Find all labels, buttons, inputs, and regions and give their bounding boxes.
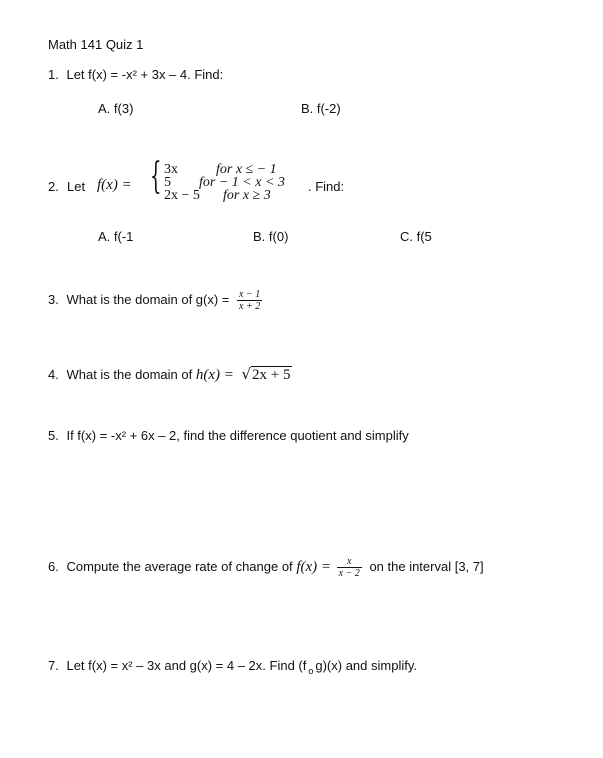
sqrt-radicand: 2x + 5 [252, 367, 291, 383]
composition-symbol: o [308, 665, 314, 676]
fraction-denominator: x + 2 [239, 301, 261, 312]
q2-part-c: C. f(5 [400, 229, 432, 244]
sqrt-symbol: √ [241, 365, 252, 383]
function-name: h(x) = [195, 367, 234, 383]
fraction-numerator: x [337, 556, 362, 568]
function-name: f(x) = [296, 558, 331, 575]
question-1 [48, 67, 223, 82]
domain-fraction [237, 289, 262, 312]
question-7 [48, 658, 417, 676]
question-3 [48, 289, 262, 312]
q2-part-b: B. f(0) [253, 229, 289, 244]
question-6 [48, 556, 484, 579]
q2-number: 2. [48, 179, 59, 194]
question-number: 4. [48, 367, 59, 382]
q2-function-name: f(x) = [97, 177, 132, 193]
question-number: 5. [48, 428, 59, 443]
case-expr: 5 [164, 175, 171, 190]
case-expr: 3x [164, 162, 178, 177]
question-text: If f(x) = -x² + 6x – 2, find the difference quotient and simplify [66, 428, 409, 443]
case-condition: for x ≤ − 1 [216, 162, 277, 177]
q1-part-b: B. f(-2) [301, 101, 341, 116]
fraction-numerator: x − 1 [239, 289, 261, 300]
question-text-end: g)(x) and simplify. [315, 658, 417, 673]
question-number: 3. [48, 291, 59, 307]
question-text: Let f(x) = -x² + 3x – 4. Find: [66, 67, 224, 82]
question-text: What is the domain of [66, 367, 193, 382]
q2-brace: { [150, 156, 162, 197]
question-text: What is the domain of g(x) = [66, 291, 230, 307]
q2-tail: . Find: [308, 179, 345, 194]
case-expr: 2x − 5 [164, 188, 200, 203]
case-condition: for − 1 < x < 3 [199, 175, 285, 190]
q2-part-a: A. f(-1 [98, 229, 134, 244]
question-number: 1. [48, 67, 59, 82]
question-4 [48, 365, 292, 384]
q1-part-a: A. f(3) [98, 101, 134, 116]
question-number: 6. [48, 558, 59, 574]
question-5 [48, 428, 409, 443]
q2-case-expressions [164, 163, 200, 202]
quiz-title: Math 141 Quiz 1 [48, 37, 144, 52]
question-text: Compute the average rate of change of [66, 558, 293, 574]
fraction-denominator: x − 2 [338, 568, 360, 579]
question-number: 7. [48, 658, 59, 673]
rate-fraction [337, 556, 362, 579]
case-condition: for x ≥ 3 [223, 188, 271, 203]
question-text: Let f(x) = x² – 3x and g(x) = 4 – 2x. Find (f [66, 658, 307, 673]
question-tail: on the interval [3, 7] [369, 558, 484, 574]
q2-lead: Let [67, 179, 86, 194]
